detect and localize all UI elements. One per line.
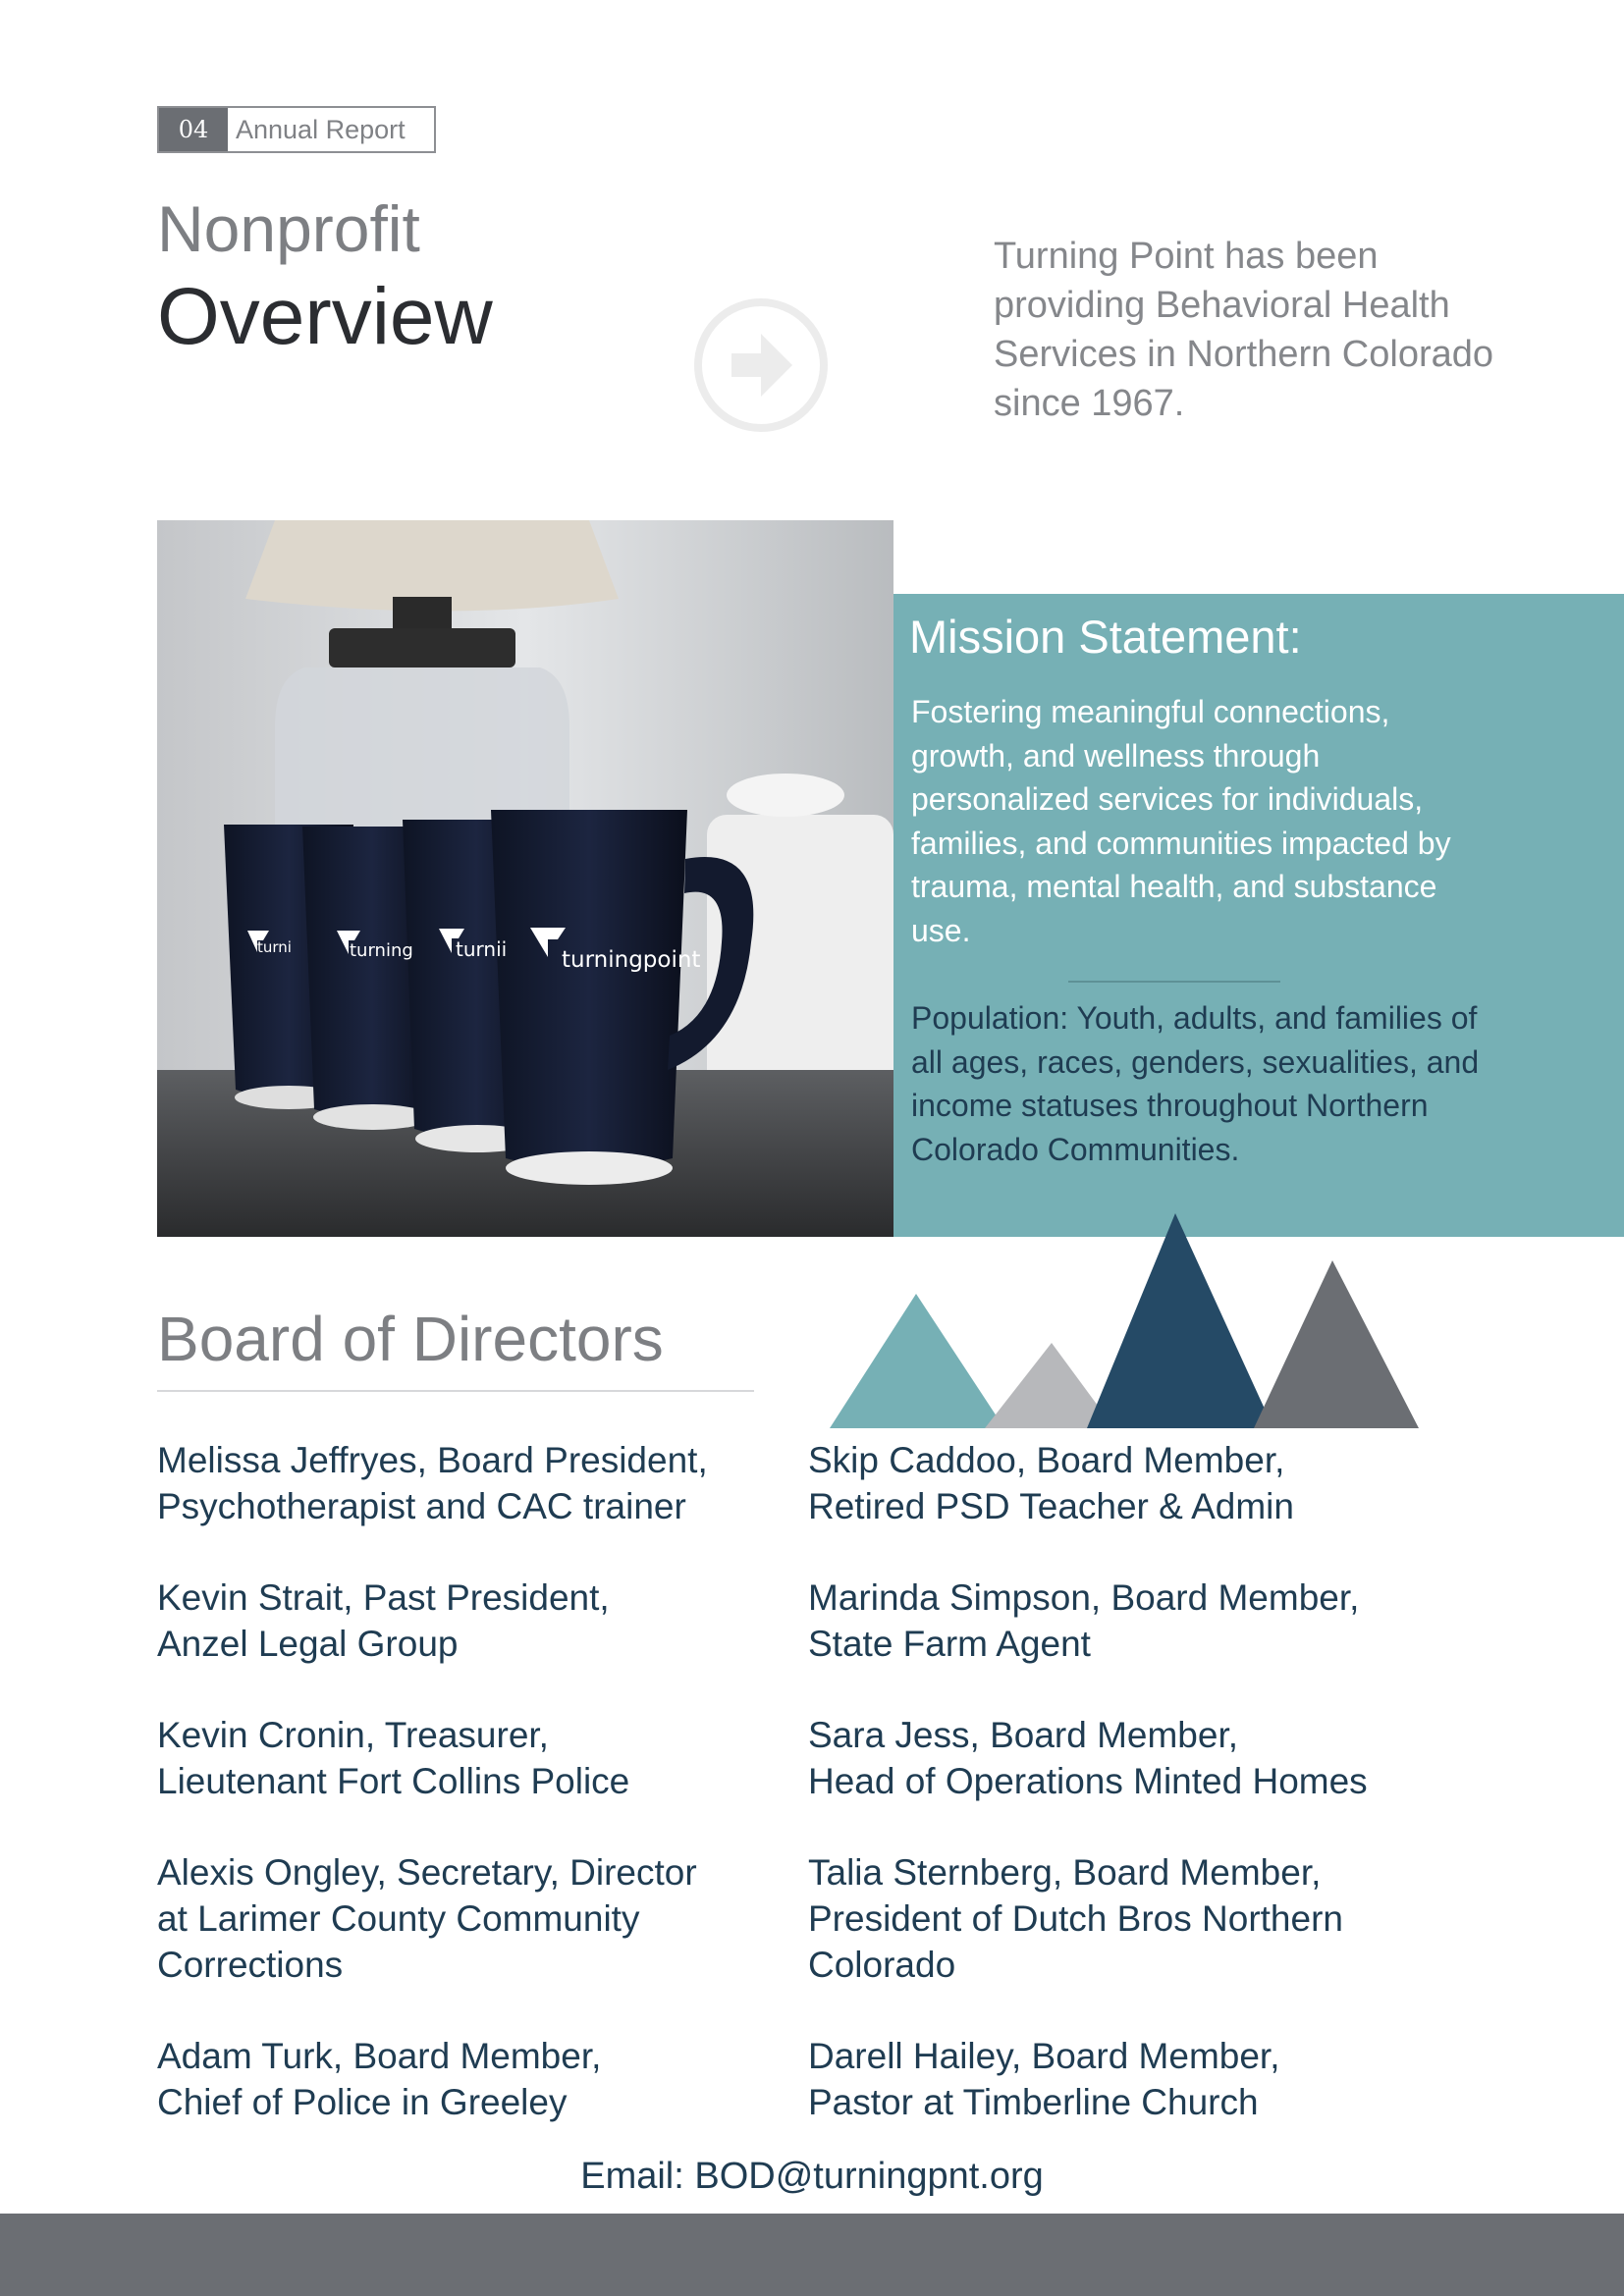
member-line: Retired PSD Teacher & Admin — [808, 1486, 1294, 1526]
footer-bar — [0, 2214, 1624, 2296]
member-line: Kevin Cronin, Treasurer, — [157, 1715, 549, 1755]
member-line: at Larimer County Community — [157, 1898, 640, 1939]
mountain-gray — [1254, 1260, 1419, 1428]
member-line: Alexis Ongley, Secretary, Director — [157, 1852, 697, 1893]
intro-text: Turning Point has been providing Behavioral Health Services in Northern Colorado since 1967. — [994, 236, 1494, 424]
member-line: Lieutenant Fort Collins Police — [157, 1761, 630, 1801]
board-member — [157, 1712, 785, 1804]
board-member — [808, 1712, 1495, 1804]
mugs-photo — [157, 520, 893, 1237]
member-line: Psychotherapist and CAC trainer — [157, 1486, 686, 1526]
member-line: Talia Sternberg, Board Member, — [808, 1852, 1322, 1893]
board-title-rule — [157, 1390, 754, 1392]
member-line: Head of Operations Minted Homes — [808, 1761, 1368, 1801]
mug-logo-partial-2: turning — [350, 940, 413, 961]
member-line: President of Dutch Bros Northern — [808, 1898, 1343, 1939]
board-column-left — [157, 1437, 785, 2170]
board-member — [157, 1437, 785, 1529]
member-line: Anzel Legal Group — [157, 1624, 459, 1664]
member-line: Melissa Jeffryes, Board President, — [157, 1440, 708, 1480]
page-title-line1: Nonprofit — [157, 192, 420, 265]
member-line: Sara Jess, Board Member, — [808, 1715, 1239, 1755]
member-line: Colorado — [808, 1945, 956, 1985]
page-badge — [157, 106, 436, 153]
section-label: Annual Report — [236, 114, 406, 144]
contact-email[interactable]: Email: BOD@turningpnt.org — [580, 2156, 1044, 2197]
board-member — [808, 1575, 1495, 1667]
population-text: Population: Youth, adults, and families of all ages, races, genders, sexualities, and income statuses throughout Northern Colorado Communities. — [911, 1000, 1480, 1167]
page-number: 04 — [159, 108, 228, 151]
mission-divider — [1068, 981, 1280, 983]
mountains-graphic — [830, 1207, 1419, 1428]
board-member — [157, 2033, 785, 2125]
mug-logo-partial-1: turni — [257, 938, 292, 956]
board-member — [157, 1849, 785, 1988]
member-line: Darell Hailey, Board Member, — [808, 2036, 1280, 2076]
member-line: Kevin Strait, Past President, — [157, 1577, 610, 1618]
mission-panel — [893, 594, 1624, 1237]
member-line: Adam Turk, Board Member, — [157, 2036, 602, 2076]
member-line: Chief of Police in Greeley — [157, 2082, 568, 2122]
arrow-circle-icon — [692, 296, 830, 434]
mountain-teal — [830, 1294, 1004, 1428]
member-line: Marinda Simpson, Board Member, — [808, 1577, 1360, 1618]
page-title-line2: Overview — [157, 272, 493, 361]
member-line: Skip Caddoo, Board Member, — [808, 1440, 1285, 1480]
mountain-navy — [1087, 1213, 1273, 1428]
board-member — [808, 1849, 1495, 1988]
board-title: Board of Directors — [157, 1304, 664, 1374]
board-column-right — [808, 1437, 1495, 2170]
mug-logo-partial-3: turnii — [456, 937, 508, 961]
board-member — [808, 1437, 1495, 1529]
board-member — [157, 1575, 785, 1667]
board-member — [808, 2033, 1495, 2125]
member-line: Pastor at Timberline Church — [808, 2082, 1259, 2122]
member-line: State Farm Agent — [808, 1624, 1091, 1664]
mission-title: Mission Statement: — [909, 611, 1302, 663]
mug-logo-text: turningpoint — [562, 947, 701, 973]
mission-text: Fostering meaningful connections, growth, and wellness through personalized services for individuals, families, and communities impacted by trauma, mental health, and substance use. — [911, 694, 1451, 948]
member-line: Corrections — [157, 1945, 344, 1985]
